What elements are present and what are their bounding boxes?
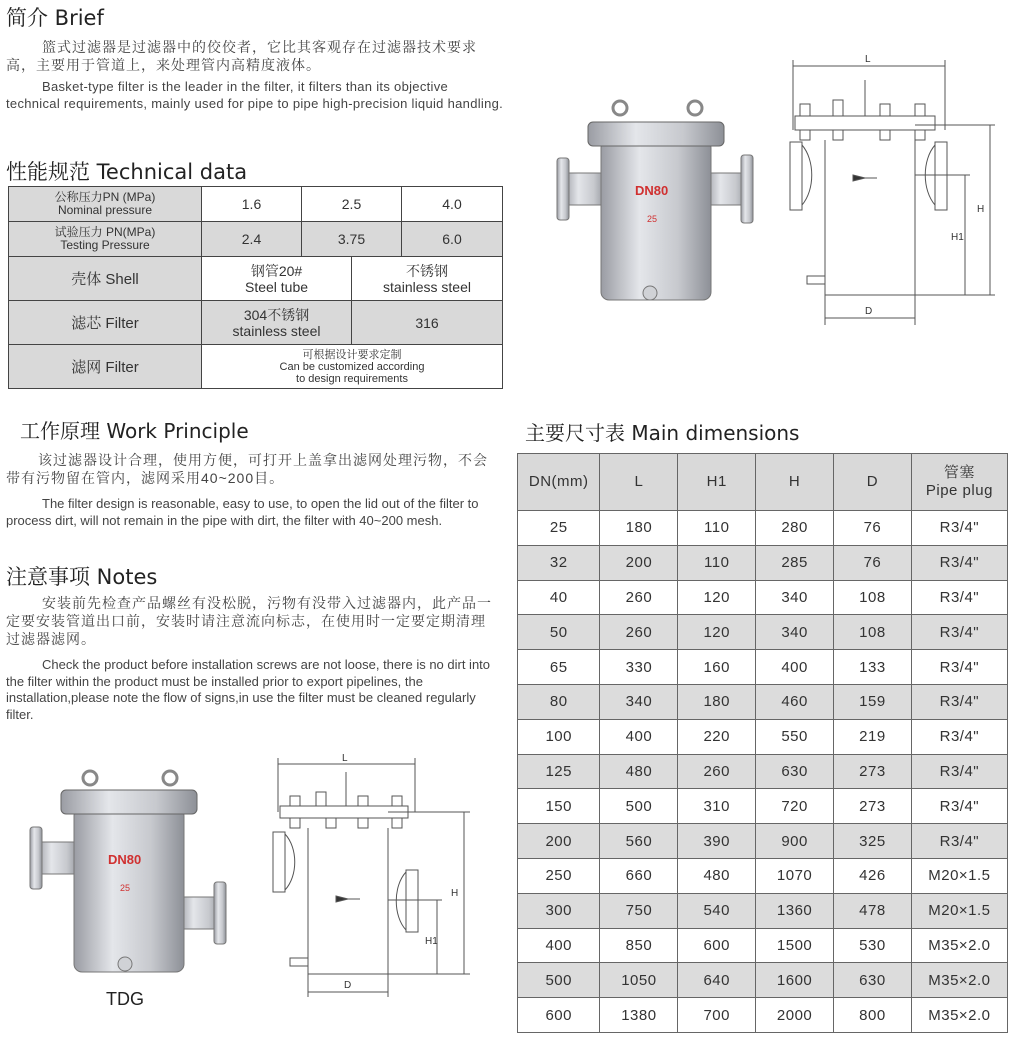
work-heading: 工作原理 Work Principle (20, 419, 249, 443)
cell-l: 750 (600, 893, 678, 928)
tech-label-nominal-pressure: 公称压力PN (MPa) Nominal pressure (9, 187, 202, 222)
cell-dn: 500 (518, 963, 600, 998)
table-row (518, 754, 1008, 789)
brief-heading: 简介 Brief (6, 6, 104, 30)
cell-l: 500 (600, 789, 678, 824)
cell-d: 219 (834, 719, 912, 754)
cell-h: 2000 (756, 998, 834, 1033)
tech-heading: 性能规范 Technical data (6, 160, 248, 184)
cell-h1: 480 (678, 858, 756, 893)
cell-d: 530 (834, 928, 912, 963)
cell-d: 159 (834, 684, 912, 719)
cell-h: 720 (756, 789, 834, 824)
cell-h1: 110 (678, 511, 756, 546)
cell-dn: 600 (518, 998, 600, 1033)
header-l: L (600, 454, 678, 511)
cell-h1: 180 (678, 684, 756, 719)
cell-d: 108 (834, 580, 912, 615)
tech-label-filter-core: 滤芯 Filter (9, 301, 202, 345)
cell-dn: 65 (518, 650, 600, 685)
tech-cell-steel-tube: 钢管20# Steel tube (202, 257, 352, 301)
drawing-top-label-l: L (865, 54, 871, 65)
cell-h1: 110 (678, 545, 756, 580)
cell-l: 660 (600, 858, 678, 893)
drawing-bottom-label-d: D (344, 980, 352, 991)
cell-dn: 32 (518, 545, 600, 580)
cell-h: 1600 (756, 963, 834, 998)
cell-l: 330 (600, 650, 678, 685)
cell-plug: M35×2.0 (911, 998, 1007, 1033)
cell-h: 630 (756, 754, 834, 789)
cell-h: 550 (756, 719, 834, 754)
tech-cell: 4.0 (402, 187, 503, 222)
photo-label-dn80: DN80 (635, 183, 669, 198)
cell-l: 1380 (600, 998, 678, 1033)
header-h1: H1 (678, 454, 756, 511)
cell-h: 340 (756, 580, 834, 615)
table-row (518, 928, 1008, 963)
drawing-bottom-label-h1: H1 (425, 936, 438, 947)
table-header-row (518, 454, 1008, 511)
photo-label-size: 25 (120, 883, 131, 893)
cell-plug: R3/4" (911, 650, 1007, 685)
cell-plug: M35×2.0 (911, 963, 1007, 998)
cell-l: 1050 (600, 963, 678, 998)
cell-l: 560 (600, 824, 678, 859)
photo-label-size: 25 (647, 214, 658, 224)
cell-l: 850 (600, 928, 678, 963)
tech-cell: 6.0 (402, 222, 503, 257)
drawing-top-label-h1: H1 (951, 232, 964, 243)
cell-plug: R3/4" (911, 824, 1007, 859)
cell-h1: 600 (678, 928, 756, 963)
cell-dn: 50 (518, 615, 600, 650)
table-row (518, 824, 1008, 859)
tech-label-filter-mesh: 滤网 Filter (9, 345, 202, 389)
table-row (518, 858, 1008, 893)
cell-h: 1360 (756, 893, 834, 928)
cell-h1: 640 (678, 963, 756, 998)
cell-plug: R3/4" (911, 789, 1007, 824)
cell-dn: 400 (518, 928, 600, 963)
main-dimensions-table (517, 453, 1008, 1033)
table-row (518, 998, 1008, 1033)
cell-h1: 540 (678, 893, 756, 928)
tech-cell: 3.75 (302, 222, 402, 257)
cell-l: 260 (600, 615, 678, 650)
drawing-bottom-label-h: H (451, 888, 459, 899)
cell-l: 200 (600, 545, 678, 580)
technical-data-table (8, 186, 503, 389)
filter-drawing-top (785, 50, 1000, 330)
cell-h1: 700 (678, 998, 756, 1033)
cell-plug: R3/4" (911, 719, 1007, 754)
header-pipe-plug: 管塞 Pipe plug (911, 454, 1007, 511)
drawing-bottom-label-l: L (342, 753, 348, 764)
cell-d: 426 (834, 858, 912, 893)
cell-l: 260 (600, 580, 678, 615)
cell-dn: 200 (518, 824, 600, 859)
drawing-top-label-h: H (977, 204, 985, 215)
cell-l: 340 (600, 684, 678, 719)
notes-text-cn: 安装前先检查产品螺丝有没松脱，污物有没带入过滤器内，此产品一定要安装管道出口前，安装时请注意流向标志，在使用时一定要定期清理过滤器滤网。 (6, 595, 492, 647)
table-row (518, 963, 1008, 998)
brief-text-en: Basket-type filter is the leader in the filter, it filters than its objective technical requirements, mainly used for pipe to pipe high-precision liquid handling. (6, 79, 504, 111)
notes-text-en: Check the product before installation screws are not loose, there is no dirt into the filter within the product must be installed prior to export pipelines, the installation,please note the flow of signs,in use the filter must be cleaned regularly filter. (6, 657, 491, 722)
cell-dn: 300 (518, 893, 600, 928)
header-dn: DN(mm) (518, 454, 600, 511)
cell-plug: R3/4" (911, 754, 1007, 789)
cell-d: 478 (834, 893, 912, 928)
cell-dn: 25 (518, 511, 600, 546)
photo-label-dn80: DN80 (108, 852, 142, 867)
cell-h1: 260 (678, 754, 756, 789)
cell-h: 1070 (756, 858, 834, 893)
header-h: H (756, 454, 834, 511)
cell-plug: R3/4" (911, 511, 1007, 546)
cell-l: 180 (600, 511, 678, 546)
cell-l: 400 (600, 719, 678, 754)
cell-h: 280 (756, 511, 834, 546)
table-row (518, 789, 1008, 824)
basket-filter-photo-top (555, 100, 755, 305)
cell-h1: 120 (678, 615, 756, 650)
cell-d: 800 (834, 998, 912, 1033)
cell-h: 285 (756, 545, 834, 580)
cell-d: 630 (834, 963, 912, 998)
cell-h1: 310 (678, 789, 756, 824)
tech-cell: 2.4 (202, 222, 302, 257)
cell-dn: 100 (518, 719, 600, 754)
table-row (518, 511, 1008, 546)
filter-drawing-bottom (270, 752, 475, 1002)
cell-h1: 220 (678, 719, 756, 754)
cell-h: 1500 (756, 928, 834, 963)
tech-cell-custom: 可根据设计要求定制 Can be customized according to design requirements (202, 345, 503, 389)
cell-h: 340 (756, 615, 834, 650)
tech-cell: 1.6 (202, 187, 302, 222)
cell-dn: 40 (518, 580, 600, 615)
cell-h1: 390 (678, 824, 756, 859)
cell-dn: 125 (518, 754, 600, 789)
tech-cell-316: 316 (352, 301, 503, 345)
cell-plug: R3/4" (911, 684, 1007, 719)
cell-plug: R3/4" (911, 545, 1007, 580)
brief-text-cn: 篮式过滤器是过滤器中的佼佼者，它比其客观存在过滤器技术要求高，主要用于管道上，来处理管内高精度液体。 (6, 39, 477, 73)
cell-d: 133 (834, 650, 912, 685)
table-row (518, 615, 1008, 650)
header-d: D (834, 454, 912, 511)
cell-h1: 160 (678, 650, 756, 685)
cell-d: 273 (834, 754, 912, 789)
cell-dn: 250 (518, 858, 600, 893)
table-row (518, 684, 1008, 719)
tech-cell-304: 304不锈钢 stainless steel (202, 301, 352, 345)
cell-d: 108 (834, 615, 912, 650)
cell-dn: 150 (518, 789, 600, 824)
cell-plug: R3/4" (911, 615, 1007, 650)
dimensions-body (518, 511, 1008, 1033)
work-text-cn: 该过滤器设计合理，使用方便，可打开上盖拿出滤网处理污物，不会带有污物留在管内，滤网采用40~200目。 (6, 452, 488, 486)
table-row (518, 893, 1008, 928)
table-row (518, 719, 1008, 754)
product-caption: TDG (106, 989, 144, 1009)
cell-h: 400 (756, 650, 834, 685)
table-row (518, 580, 1008, 615)
cell-l: 480 (600, 754, 678, 789)
tech-cell: 2.5 (302, 187, 402, 222)
cell-d: 273 (834, 789, 912, 824)
dims-heading: 主要尺寸表 Main dimensions (525, 421, 800, 445)
cell-plug: M20×1.5 (911, 858, 1007, 893)
cell-plug: M35×2.0 (911, 928, 1007, 963)
cell-h: 460 (756, 684, 834, 719)
drawing-top-label-d: D (865, 306, 873, 317)
cell-dn: 80 (518, 684, 600, 719)
notes-heading: 注意事项 Notes (6, 565, 158, 589)
tech-label-testing-pressure: 试验压力 PN(MPa) Testing Pressure (9, 222, 202, 257)
tech-cell-stainless-steel: 不锈钢 stainless steel (352, 257, 503, 301)
cell-h1: 120 (678, 580, 756, 615)
basket-filter-photo-bottom (28, 772, 228, 977)
cell-d: 325 (834, 824, 912, 859)
work-text-en: The filter design is reasonable, easy to use, to open the lid out of the filter to process dirt, will not remain in the pipe with dirt, the filter with 40~200 mesh. (6, 496, 479, 528)
cell-h: 900 (756, 824, 834, 859)
cell-d: 76 (834, 545, 912, 580)
table-row (518, 650, 1008, 685)
cell-d: 76 (834, 511, 912, 546)
tech-label-shell: 壳体 Shell (9, 257, 202, 301)
cell-plug: M20×1.5 (911, 893, 1007, 928)
cell-plug: R3/4" (911, 580, 1007, 615)
table-row (518, 545, 1008, 580)
